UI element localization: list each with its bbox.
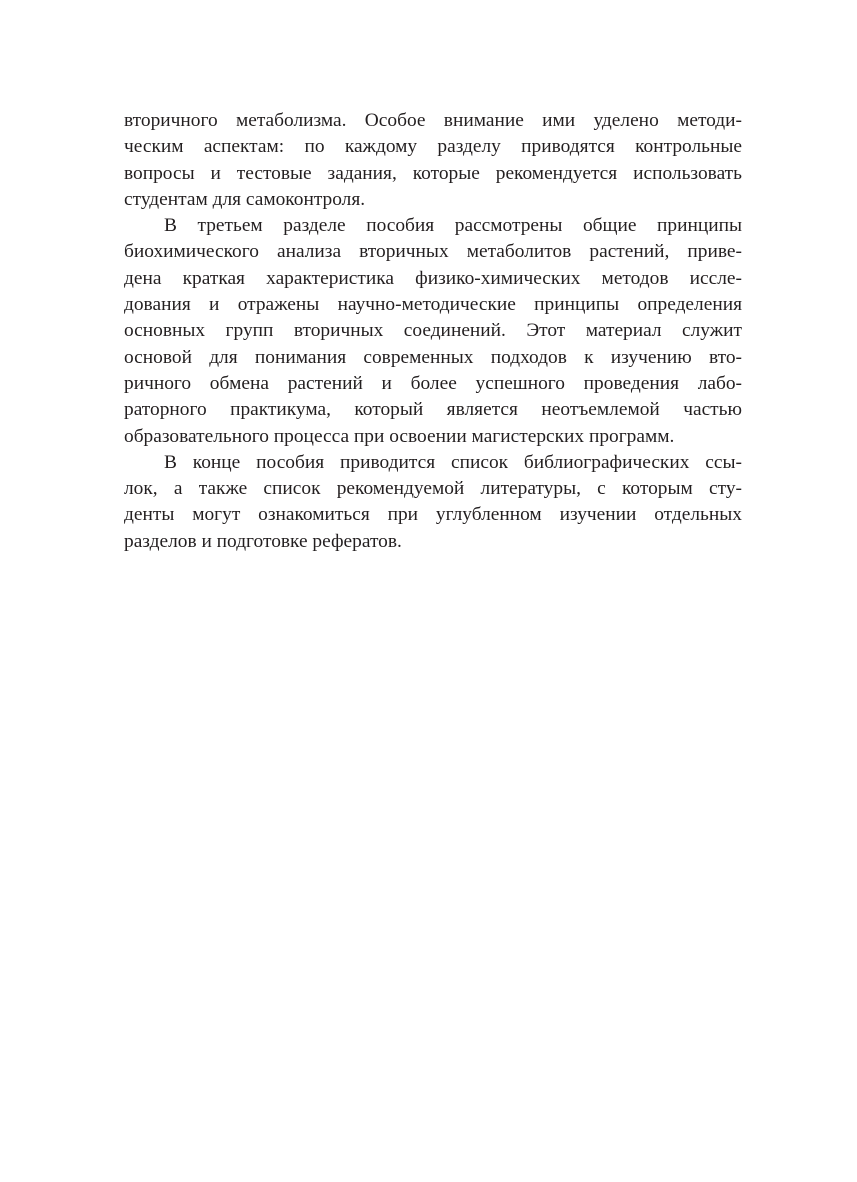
text-line: ческим аспектам: по каждому разделу приводятся контрольные: [124, 136, 742, 158]
text-line: основой для понимания современных подходов к изучению вто-: [124, 346, 742, 368]
text-line: основных групп вторичных соединений. Этот материал служит: [124, 320, 742, 342]
text-line: В третьем разделе пособия рассмотрены общие принципы: [164, 215, 742, 237]
text-line: раторного практикума, который является неотъемлемой частью: [124, 399, 742, 421]
text-line: разделов и подготовке рефератов.: [124, 530, 402, 552]
text-line: ричного обмена растений и более успешного проведения лабо-: [124, 372, 742, 394]
paragraph-1: [124, 108, 742, 213]
text-line: денты могут ознакомиться при углубленном изучении отдельных: [124, 504, 742, 526]
text-line: вопросы и тестовые задания, которые рекомендуется использовать: [124, 162, 742, 184]
text-line: вторичного метаболизма. Особое внимание ими уделено методи-: [124, 110, 742, 131]
paragraph-2: [124, 213, 742, 450]
text-line: дования и отражены научно-методические принципы определения: [124, 294, 742, 316]
text-line: биохимического анализа вторичных метаболитов растений, приве-: [124, 241, 742, 263]
text-line: дена краткая характеристика физико-химических методов иссле-: [124, 267, 742, 289]
body-text: [124, 108, 742, 555]
text-line: студентам для самоконтроля.: [124, 188, 366, 210]
paragraph-3: [124, 450, 742, 555]
text-line: В конце пособия приводится список библиографических ссы-: [164, 451, 742, 473]
text-line: образовательного процесса при освоении магистерских программ.: [124, 425, 675, 447]
text-line: лок, а также список рекомендуемой литературы, с которым сту-: [124, 478, 742, 500]
